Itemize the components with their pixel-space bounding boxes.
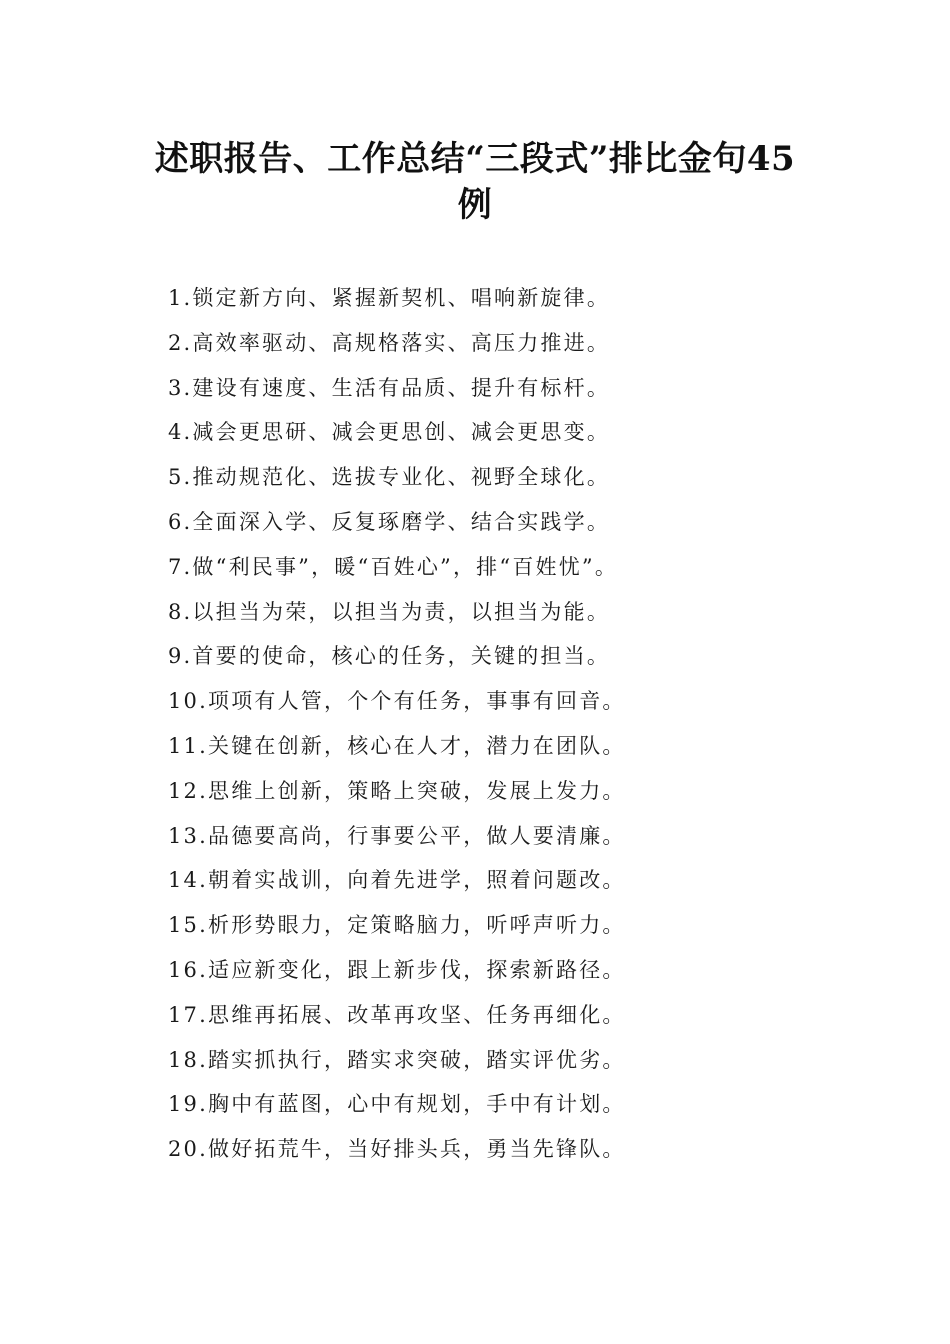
list-item: 7.做“利民事”，暖“百姓心”，排“百姓忧”。 bbox=[168, 554, 619, 579]
list-item: 13.品德要高尚，行事要公平，做人要清廉。 bbox=[168, 823, 626, 848]
list-item: 18.踏实抓执行，踏实求突破，踏实评优劣。 bbox=[168, 1047, 626, 1072]
document-title bbox=[110, 136, 840, 228]
list-item: 11.关键在创新，核心在人才，潜力在团队。 bbox=[168, 733, 626, 758]
list-item: 9.首要的使命，核心的任务，关键的担当。 bbox=[168, 644, 611, 669]
list-item: 17.思维再拓展、改革再攻坚、任务再细化。 bbox=[168, 1002, 626, 1027]
list-item: 2.高效率驱动、高规格落实、高压力推进。 bbox=[168, 330, 611, 355]
list-item: 3.建设有速度、生活有品质、提升有标杆。 bbox=[168, 375, 611, 400]
list-item: 19.胸中有蓝图，心中有规划，手中有计划。 bbox=[168, 1092, 626, 1117]
list-item: 14.朝着实战训，向着先进学，照着问题改。 bbox=[168, 868, 626, 893]
list-item: 1.锁定新方向、紧握新契机、唱响新旋律。 bbox=[168, 286, 611, 310]
list-item: 8.以担当为荣，以担当为责，以担当为能。 bbox=[168, 599, 611, 624]
list-item: 4.减会更思研、减会更思创、减会更思变。 bbox=[168, 420, 611, 445]
list-item: 6.全面深入学、反复琢磨学、结合实践学。 bbox=[168, 509, 611, 534]
phrase-list bbox=[168, 278, 868, 1174]
list-item: 20.做好拓荒牛，当好排头兵，勇当先锋队。 bbox=[168, 1137, 626, 1162]
document-title-line-2: 例 bbox=[457, 185, 493, 225]
list-item: 12.思维上创新，策略上突破，发展上发力。 bbox=[168, 778, 626, 803]
list-item: 10.项项有人管，个个有任务，事事有回音。 bbox=[168, 689, 626, 714]
list-item: 15.析形势眼力，定策略脑力，听呼声听力。 bbox=[168, 913, 626, 938]
document-title-line-1: 述职报告、工作总结“三段式”排比金句45 bbox=[154, 139, 796, 179]
list-item: 16.适应新变化，跟上新步伐，探索新路径。 bbox=[168, 957, 626, 982]
list-item: 5.推动规范化、选拔专业化、视野全球化。 bbox=[168, 465, 611, 490]
